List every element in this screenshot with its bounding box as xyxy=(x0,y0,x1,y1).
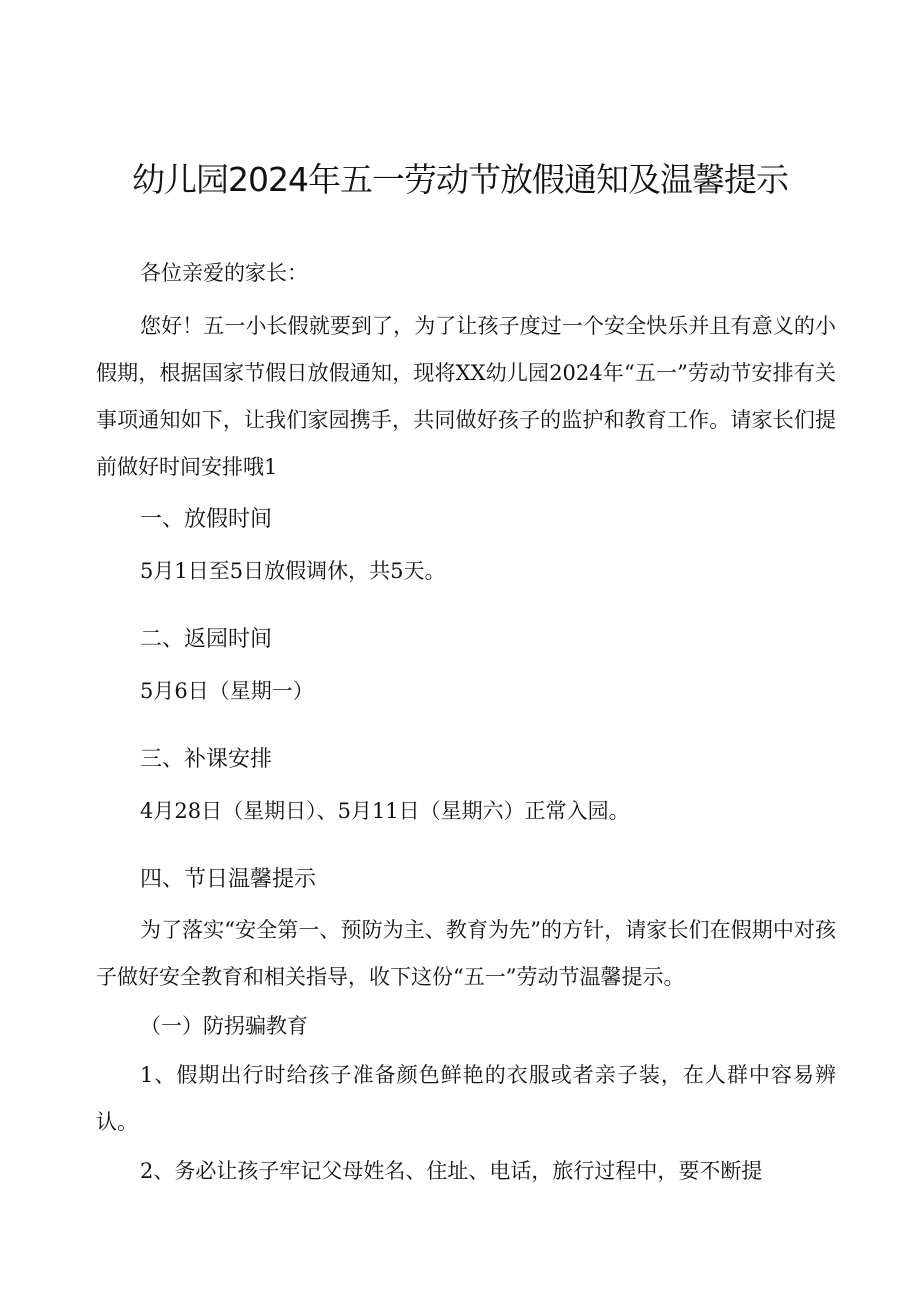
greeting: 各位亲爱的家长： xyxy=(140,261,308,285)
section-heading-return-time: 二、返园时间 xyxy=(140,627,273,652)
subsection-item-2: 2、务必让孩子牢记父母姓名、住址、电话，旅行过程中，要不断提 xyxy=(140,1159,763,1183)
section-content-holiday-tips: 为了落实“安全第一、预防为主、教育为先”的方针，请家长们在假期中对孩子做好安全教育和相关指导，收下这份“五一”劳动节温馨提示。 xyxy=(96,918,836,989)
section-heading-holiday-tips: 四、节日温馨提示 xyxy=(140,867,317,892)
subsection-item-1: 1、假期出行时给孩子准备颜色鲜艳的衣服或者亲子装，在人群中容易辨认。 xyxy=(96,1063,836,1134)
section-content-holiday-time: 5月1日至5日放假调休，共5天。 xyxy=(140,559,446,583)
intro-paragraph: 您好！五一小长假就要到了，为了让孩子度过一个安全快乐并且有意义的小假期，根据国家节假日放假通知，现将XX幼儿园2024年“五一”劳动节安排有关事项通知如下，让我们家园携手，共同做好孩子的监护和教育工作。请家长们提前做好时间安排哦1 xyxy=(96,314,836,479)
section-heading-makeup-schedule: 三、补课安排 xyxy=(140,747,273,772)
section-heading-holiday-time: 一、放假时间 xyxy=(140,507,273,532)
section-content-makeup-schedule: 4月28日（星期日）、5月11日（星期六）正常入园。 xyxy=(140,799,630,823)
document-title: 幼儿园2024年五一劳动节放假通知及温馨提示 xyxy=(132,160,788,199)
section-content-return-time: 5月6日（星期一） xyxy=(140,679,314,703)
subsection-title-anti-abduction: （一）防拐骗教育 xyxy=(140,1014,308,1038)
